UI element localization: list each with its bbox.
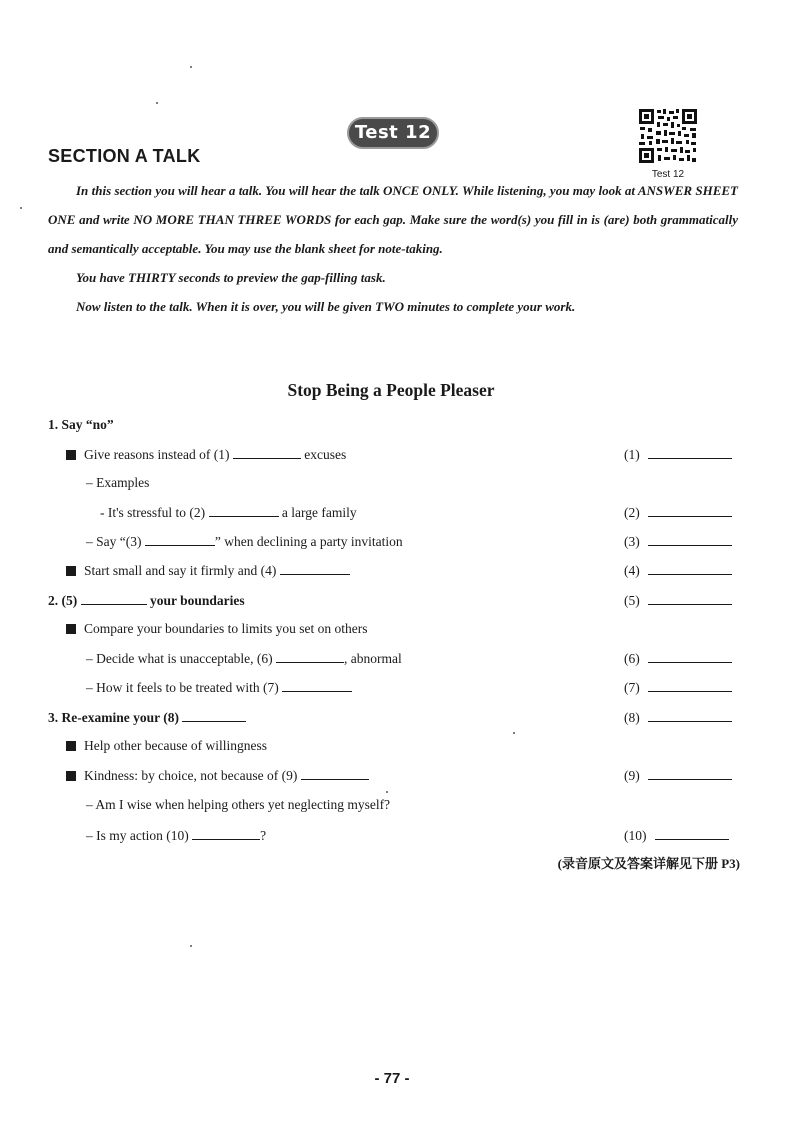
line-text: – Examples <box>86 475 150 490</box>
scan-speck <box>386 791 388 793</box>
answer-slot <box>624 446 732 463</box>
answer-label: (6) <box>624 651 640 666</box>
square-bullet-icon <box>66 566 76 576</box>
footnote: (录音原文及答案详解见下册 P3) <box>557 856 740 871</box>
gap-blank <box>145 533 215 546</box>
gap-blank <box>81 592 147 605</box>
scan-speck <box>513 732 515 734</box>
line-text: Kindness: by choice, not because of (9) <box>84 768 298 783</box>
square-bullet-icon <box>66 741 76 751</box>
outline-line <box>100 504 357 521</box>
scan-speck <box>190 66 192 68</box>
talk-title: Stop Being a People Pleaser <box>287 380 495 400</box>
test-badge: Test 12 <box>347 117 439 149</box>
line-text: Compare your boundaries to limits you set on others <box>84 621 368 636</box>
answer-slot <box>624 679 732 696</box>
gap-blank <box>301 767 369 780</box>
heading-text: 1. Say “no” <box>48 417 114 432</box>
line-text: ? <box>260 828 267 843</box>
instruction-paragraph: You have THIRTY seconds to preview the gap-filling task. <box>76 270 386 285</box>
answer-slot <box>624 562 732 579</box>
line-text: Start small and say it firmly and (4) <box>84 563 277 578</box>
gap-blank <box>192 827 260 840</box>
square-bullet-icon <box>66 624 76 634</box>
gap-blank <box>209 504 279 517</box>
line-text: – How it feels to be treated with (7) <box>86 680 279 695</box>
answer-blank <box>648 767 732 780</box>
answer-label: (8) <box>624 710 640 725</box>
answer-label: (1) <box>624 447 640 462</box>
outline-heading-1 <box>48 417 114 433</box>
line-text: excuses <box>304 447 347 462</box>
answer-blank <box>648 709 732 722</box>
outline-heading-2 <box>48 592 245 609</box>
answer-slot <box>624 650 732 667</box>
line-text: , abnormal <box>344 651 402 666</box>
scan-speck <box>190 945 192 947</box>
square-bullet-icon <box>66 771 76 781</box>
instruction-paragraph: In this section you will hear a talk. You will hear the talk ONCE ONLY. While listening, you may look at ANSWER SHEET ONE and write NO MORE THAN THREE WORDS for each gap. Make sure the word(s) you fill in is (are) both grammatically and semantically acceptable. You may use the blank sheet for note-taking. <box>48 183 738 256</box>
line-text: – Is my action (10) <box>86 828 189 843</box>
outline-heading-3 <box>48 709 246 726</box>
outline-line <box>66 767 369 784</box>
outline-line <box>86 827 266 844</box>
answer-slot <box>624 827 729 844</box>
gap-blank <box>233 446 301 459</box>
outline-line <box>86 650 402 667</box>
answer-blank <box>648 562 732 575</box>
line-text: Give reasons instead of (1) <box>84 447 230 462</box>
outline-line <box>86 533 403 550</box>
line-text: a large family <box>281 505 357 520</box>
qr-caption: Test 12 <box>651 169 685 180</box>
answer-slot <box>624 533 732 550</box>
instructions <box>48 176 738 321</box>
outline-line <box>66 738 267 754</box>
answer-blank <box>648 650 732 663</box>
answer-blank <box>648 504 732 517</box>
line-text: – Am I wise when helping others yet neglecting myself? <box>86 797 391 812</box>
outline-line <box>86 475 149 491</box>
gap-blank <box>182 709 246 722</box>
section-title: SECTION A TALK <box>48 146 201 166</box>
answer-slot <box>624 504 732 521</box>
answer-blank <box>648 679 732 692</box>
answer-label: (3) <box>624 534 640 549</box>
answer-label: (2) <box>624 505 640 520</box>
answer-slot <box>624 767 732 784</box>
page-number: - 77 - <box>374 1070 410 1087</box>
answer-label: (7) <box>624 680 640 695</box>
heading-text: 2. (5) <box>48 593 78 608</box>
answer-blank <box>648 533 732 546</box>
answer-label: (5) <box>624 593 640 608</box>
answer-label: (4) <box>624 563 640 578</box>
square-bullet-icon <box>66 450 76 460</box>
outline-line <box>86 797 390 813</box>
outline-line <box>66 446 346 463</box>
gap-blank <box>280 562 350 575</box>
qr-code-icon <box>638 108 698 164</box>
outline-line <box>66 621 367 637</box>
answer-blank <box>648 446 732 459</box>
line-text: – Say “(3) <box>86 534 142 549</box>
line-text: - It's stressful to (2) <box>100 505 206 520</box>
scan-speck <box>20 207 22 209</box>
scan-speck <box>156 102 158 104</box>
outline-line <box>66 562 350 579</box>
line-text: Help other because of willingness <box>84 738 267 753</box>
gap-blank <box>282 679 352 692</box>
answer-slot <box>624 592 732 609</box>
gap-blank <box>276 650 344 663</box>
heading-text: your boundaries <box>150 593 245 608</box>
answer-slot <box>624 709 732 726</box>
heading-text: 3. Re-examine your (8) <box>48 710 179 725</box>
answer-blank <box>648 592 732 605</box>
outline-line <box>86 679 352 696</box>
line-text: – Decide what is unacceptable, (6) <box>86 651 273 666</box>
instruction-paragraph: Now listen to the talk. When it is over, you will be given TWO minutes to complete your work. <box>76 299 576 314</box>
answer-label: (9) <box>624 768 640 783</box>
line-text: ” when declining a party invitation <box>214 534 403 549</box>
answer-label: (10) <box>624 828 647 843</box>
answer-blank <box>655 827 729 840</box>
